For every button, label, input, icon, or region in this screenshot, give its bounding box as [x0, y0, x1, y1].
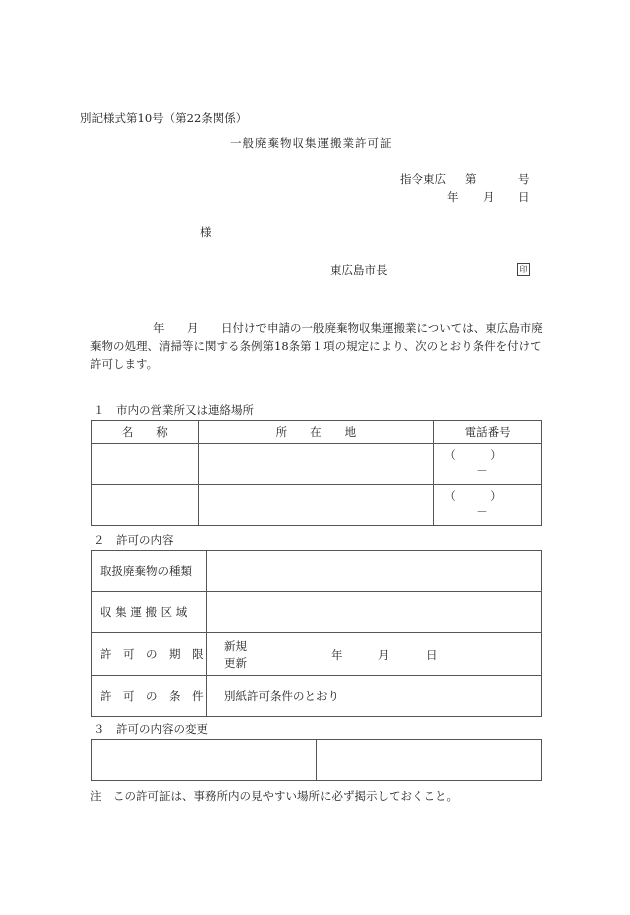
table-row	[92, 676, 542, 717]
office-name-cell	[92, 485, 199, 526]
col-address: 所 在 地	[198, 421, 434, 444]
table-row	[92, 444, 542, 485]
phone-area-code: （ ）	[444, 448, 502, 462]
office-address-cell	[198, 485, 434, 526]
office-name-cell	[92, 444, 199, 485]
body-line3: 許可します。	[90, 357, 159, 371]
waste-type-value	[207, 551, 542, 592]
body-month: 月	[187, 321, 199, 335]
ref-go: 号	[518, 172, 530, 186]
table-row	[92, 740, 542, 781]
table-row	[92, 592, 542, 633]
ref-dai: 第	[465, 172, 477, 186]
date-day: 日	[518, 190, 530, 204]
section2-heading: ２ 許可の内容	[93, 533, 174, 547]
period-month: 月	[378, 648, 390, 662]
office-address-cell	[198, 444, 434, 485]
phone-dash: －	[476, 505, 488, 519]
table-row	[92, 485, 542, 526]
table-row	[92, 633, 542, 676]
permit-content-table	[91, 550, 542, 717]
period-year: 年	[331, 648, 343, 662]
phone-area-code: （ ）	[444, 489, 502, 503]
permit-conditions-label: 許 可 の 条 件	[92, 676, 207, 717]
office-phone-cell	[434, 444, 542, 485]
period-day: 日	[426, 648, 438, 662]
body-line2: 棄物の処理、清掃等に関する条例第18条第１項の規定により、次のとおり条件を付けて	[90, 339, 542, 353]
permit-period-label: 許 可 の 期 限	[92, 633, 207, 676]
document-title: 一般廃棄物収集運搬業許可証	[230, 136, 393, 150]
waste-type-label: 取扱廃棄物の種類	[92, 551, 207, 592]
collection-area-value	[207, 592, 542, 633]
issuer: 東広島市長	[330, 263, 388, 277]
section1-heading: １ 市内の営業所又は連絡場所	[93, 403, 254, 417]
period-new: 新規	[224, 639, 247, 653]
change-table	[91, 739, 542, 781]
col-phone: 電話番号	[434, 421, 542, 444]
permit-conditions-value: 別紙許可条件のとおり	[207, 676, 542, 717]
phone-dash: －	[476, 464, 488, 478]
body-line1: 日付けで申請の一般廃棄物収集運搬業については、東広島市廃	[221, 321, 543, 335]
section3-heading: ３ 許可の内容の変更	[93, 722, 208, 736]
table-row	[92, 551, 542, 592]
office-phone-cell	[434, 485, 542, 526]
date-year: 年	[447, 190, 459, 204]
seal-mark: 印	[517, 263, 530, 276]
ref-prefix: 指令東広	[400, 172, 446, 186]
office-table	[91, 420, 542, 526]
footer-note: 注 この許可証は、事務所内の見やすい場所に必ず掲示しておくこと。	[90, 789, 458, 803]
recipient-suffix: 様	[200, 225, 212, 239]
change-cell-left	[92, 740, 317, 781]
change-cell-right	[317, 740, 542, 781]
collection-area-label: 収 集 運 搬 区 域	[92, 592, 207, 633]
body-year: 年	[153, 321, 165, 335]
form-number: 別記様式第10号（第22条関係）	[80, 111, 248, 125]
col-name: 名 称	[92, 421, 199, 444]
period-renew: 更新	[224, 656, 247, 670]
permit-period-value	[207, 633, 542, 676]
date-month: 月	[483, 190, 495, 204]
